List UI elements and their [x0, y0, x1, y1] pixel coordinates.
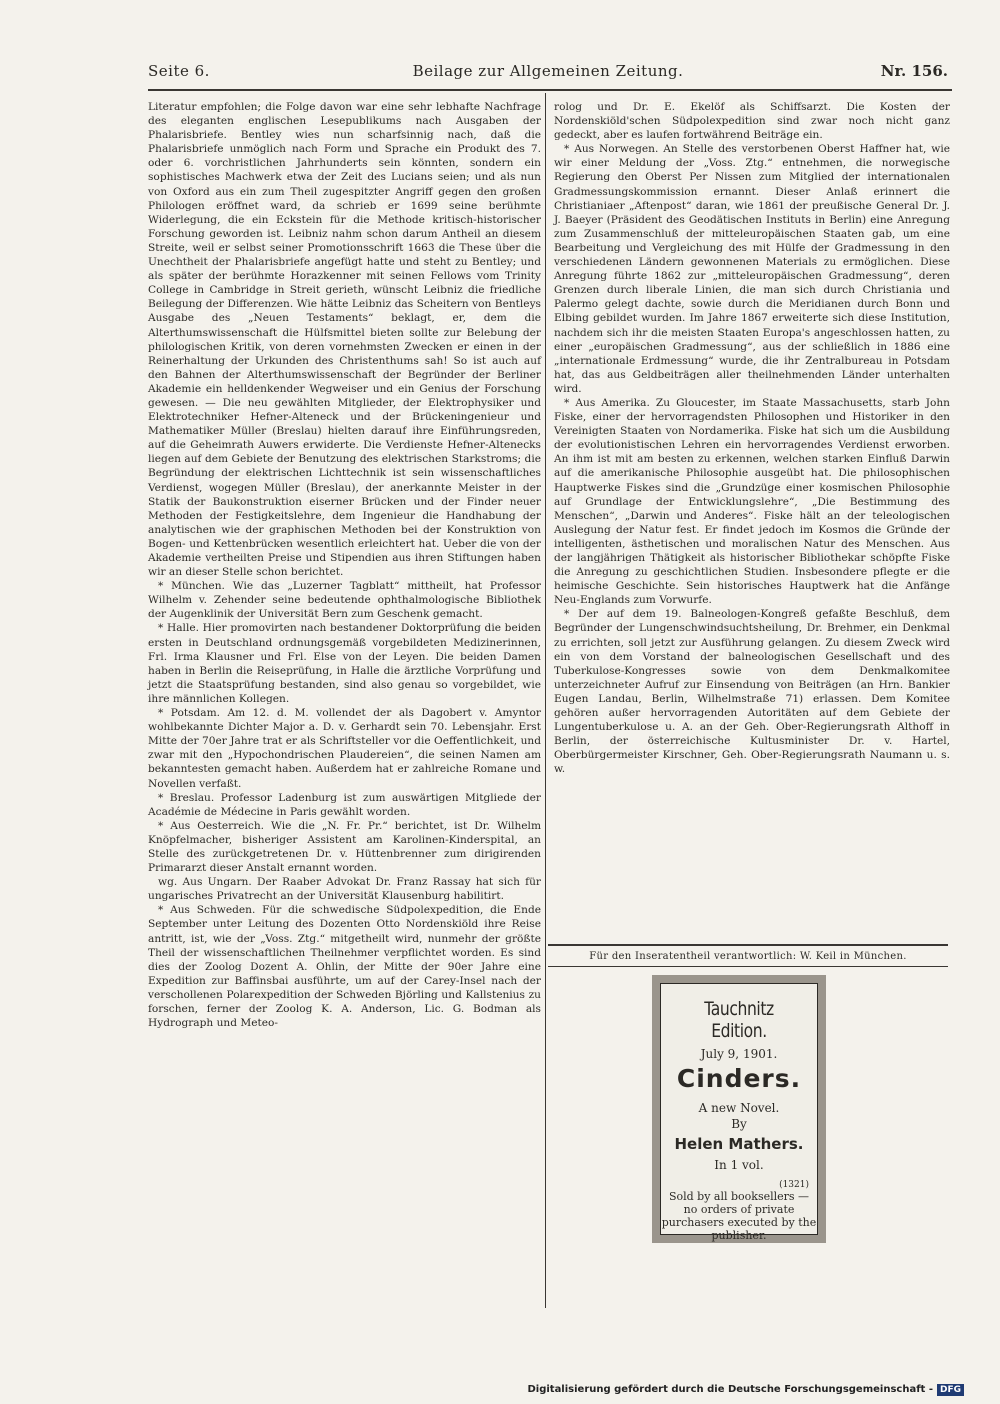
ad-book-title: Cinders. [676, 1064, 802, 1093]
imprint-rule-top [548, 944, 948, 946]
ad-author: Helen Mathers. [674, 1135, 804, 1153]
ad-note: Sold by all booksellers — no orders of private purchasers executed by the publisher. [661, 1190, 817, 1242]
article-oesterreich: * Aus Oesterreich. Wie die „N. Fr. Pr.“ berichtet, ist Dr. Wilhelm Knöpfelmacher, bisheriger Assistent am Karolinen-Kinderspital, an Stelle des zurückgetretenen Dr. v. Hüttenbrenner zum dirigirenden Primararzt dieser Anstalt ernannt worden. [148, 819, 541, 875]
column-divider [545, 93, 546, 1308]
digitization-credit [527, 1384, 964, 1396]
article-norwegen: * Aus Norwegen. An Stelle des verstorbenen Oberst Haffner hat, wie wir einer Meldung der „Voss. Ztg.“ entnehmen, die norwegische Regierung den Oberst Per Nissen zum Mitglied der internationalen Gradmessungskommission ernannt. Dieser Anlaß erinnert die Christianiaer „Aftenpost“ daran, wie 1861 der preußische General Dr. J. J. Baeyer (Präsident des Geodätischen Instituts in Berlin) eine Anregung zum Zusammenschluß der mitteleuropäischen Staaten gab, um eine Bearbeitung und Vergleichung des mit Hülfe der Gradmessung in den verschiedenen Ländern gewonnenen Materials zu ermöglichen. Diese Anregung führte 1862 zur „mitteleuropäischen Gradmessung“, deren Grenzen durch liberale Linien, die man sich durch Christiania und Palermo gelegt dachte, sowie durch die Meridianen durch Bonn und Elbing gebildet wurden. Im Jahre 1867 erweiterte sich diese Institution, nachdem sich ihr die meisten Staaten Europa's angeschlossen hatten, zu einer „europäischen Gradmessung“, aus der schließlich in 1886 eine „internationale Erdmessung“ wurde, die ihr Zentralbureau in Potsdam hat, das aus Geldbeiträgen aller theilnehmenden Länder unterhalten wird. [554, 143, 950, 395]
credit-text: Digitalisierung gefördert durch die Deutsche Forschungsgemeinschaft - [527, 1384, 933, 1395]
article-akademie: Literatur empfohlen; die Folge davon war eine sehr lebhafte Nachfrage des eleganten englischen Lesepublikums nach Ausgaben der Phalarisbriefe. Bentley wies nun scharfsinnig nach, daß die Phalarisbriefe unmöglich nach Form und Sprache ein Produkt des 7. oder 6. vorchristlichen Jahrhunderts sein könnten, sondern ein sophistisches Machwerk etwa der Zeit des Lucians seien; und als nun von Oxford aus ein zum Theil zugespitzter Angriff gegen den großen Philologen eröffnet ward, da schrieb er 1699 seine berühmte Widerlegung, die ein Eckstein für die Methode kritisch-historischer Forschung geworden ist. Leibniz nahm schon darum Antheil an diesem Streite, weil er selbst seiner Promotionsschrift 1663 die These über die Unechtheit der Phalarisbriefe angefügt hatte und steht zu Bentley; und als später der berühmte Horazkenner mit seinen Fellows vom Trinity College in Cambridge in Streit gerieth, wünscht Leibniz die friedliche Beilegung der Differenzen. Wie hätte Leibniz das Scheitern von Bentleys Ausgabe des „Neuen Testaments“ beklagt, er, dem die Alterthumswissenschaft die Hülfsmittel bieten sollte zur Belebung der philologischen Kritik, von deren vornehmsten Zwecken er einen in der Reinerhaltung der Urkunden des Christenthums sah! So ist auch auf den Bahnen der Alterthumswissenschaft der Begründer der Berliner Akademie ein helldenkender Wegweiser und ein Genius der Forschung gewesen. — Die neu gewählten Mitglieder, der Elektrophysiker und Elektrotechniker Hefner-Alteneck und der Brückeningenieur und Mathematiker Müller (Breslau) hielten darauf ihre Einführungsreden, auf die Geheimrath Auwers erwiderte. Die Verdienste Hefner-Altenecks liegen auf dem Gebiete der Benutzung des elektrischen Starkstroms; die Begründung der elektrischen Lichttechnik ist sein wissenschaftliches Verdienst, wogegen Müller (Breslau), der anerkannte Meister in der Statik der Baukonstruktion eiserner Brücken und der Finder neuer Methoden der Festigkeitslehre, dem Ingenieur die Handhabung der analytischen wie der graphischen Methoden bei der Konstruktion von Bogen- und Kettenbrücken wesentlich erleichtert hat. Ueber die von der Akademie vertheilten Preise und Stipendien aus ihren Stiftungen haben wir an dieser Stelle schon berichtet. [148, 101, 541, 579]
dfg-logo: DFG [937, 1384, 964, 1396]
page-number: Seite 6. [148, 62, 210, 80]
article-muenchen: * München. Wie das „Luzerner Tagblatt“ mittheilt, hat Professor Wilhelm v. Zehender seine bedeutende ophthalmologische Bibliothek der Augenklinik der Universität Bern zum Geschenk gemacht. [148, 580, 541, 621]
article-potsdam: * Potsdam. Am 12. d. M. vollendet der als Dagobert v. Amyntor wohlbekannte Dichter Major a. D. v. Gerhardt sein 70. Lebensjahr. Erst Mitte der 70er Jahre trat er als Schriftsteller vor die Oeffentlichkeit, und zwar mit den „Hypochondrischen Plaudereien“, die seinen Namen am bekanntesten gemacht haben. Außerdem hat er zahlreiche Romane und Novellen verfaßt. [148, 707, 541, 790]
tauchnitz-advertisement [652, 975, 826, 1243]
article-amerika: * Aus Amerika. Zu Gloucester, im Staate Massachusetts, starb John Fiske, einer der hervorragendsten Philosophen und Historiker in den Vereinigten Staaten von Nordamerika. Fiske hat sich um die Ausbildung der evolutionistischen Lehren ein hervorragendes Verdienst erworben. An ihm ist mit am besten zu erkennen, welchen starken Einfluß Darwin auf die amerikanische Philosophie ausgeübt hat. Die philosophischen Hauptwerke Fiskes sind die „Grundzüge einer kosmischen Philosophie auf Grundlage der Entwicklungslehre“, „Die Bestimmung des Menschen“, „Darwin und Anderes“. Fiske hält an der teleologischen Auslegung der Natur fest. Er findet jedoch im Kosmos die Gründe der intelligenten, ästhetischen und moralischen Natur des Menschen. Aus der langjährigen Thätigkeit als historischer Bibliothekar schöpfte Fiske die Anregung zu geschichtlichen Studien. Insbesondere pflegte er die heimische Geschichte. Sein historisches Hauptwerk hat die Anfänge Neu-Englands zum Vorwurfe. [554, 396, 950, 607]
imprint-line: Für den Inseratentheil verantwortlich: W. Keil in München. [589, 951, 907, 962]
left-column [148, 100, 541, 1300]
imprint-rule-bottom [548, 966, 948, 967]
ad-publisher: Tauchnitz Edition. [704, 998, 774, 1042]
article-breslau: * Breslau. Professor Ladenburg ist zum auswärtigen Mitgliede der Académie de Médecine in Paris gewählt worden. [148, 791, 541, 818]
article-schweden-cont: rolog und Dr. E. Ekelöf als Schiffsarzt. Die Kosten der Nordenskiöld'schen Südpolexpedition sind zwar noch nicht ganz gedeckt, aber es laufen fortwährend Beiträge ein. [554, 101, 950, 142]
header-rule [148, 89, 952, 91]
ad-number: (1321) [779, 1180, 809, 1190]
ad-volumes: In 1 vol. [714, 1158, 764, 1172]
newspaper-title: Beilage zur Allgemeinen Zeitung. [412, 62, 684, 80]
article-schweden: * Aus Schweden. Für die schwedische Südpolexpedition, die Ende September unter Leitung des Dozenten Otto Nordenskiöld ihre Reise antritt, ist, wie der „Voss. Ztg.“ mitgetheilt wird, nunmehr der größte Theil der wissenschaftlichen Theilnehmer verpflichtet worden. Es sind dies der Zoolog Dozent A. Ohlin, der Mitte der 90er Jahre eine Expedition zur Baffinsbai ausführte, um auf der Carey-Insel nach der verschollenen Polarexpedition der Schweden Björling und Kallstenius zu forschen, ferner der Zoolog K. A. Anderson, Lic. G. Bodman als Hydrograph und Meteo- [148, 904, 541, 1030]
article-brehmer: * Der auf dem 19. Balneologen-Kongreß gefaßte Beschluß, dem Begründer der Lungenschwindsuchtsheilung, Dr. Brehmer, ein Denkmal zu errichten, soll jetzt zur Ausführung gelangen. Zu diesem Zweck wird ein von dem Vorstand der balneologischen Gesellschaft und des Tuberkulose-Kongresses sowie von dem Denkmalkomitee unterzeichneter Aufruf zur Einsendung von Beiträgen (an Hrn. Bankier Eugen Landau, Berlin, Wilhelmstraße 71) erlassen. Dem Komitee gehören außer hervorragenden Autoritäten auf dem Gebiete der Lungentuberkulose u. A. an der Geh. Ober-Regierungsrath Althoff in Berlin, der österreichische Kultusminister Dr. v. Hartel, Oberbürgermeister Kirschner, Geh. Ober-Regierungsrath Naumann u. s. w. [554, 608, 950, 776]
ad-date: July 9, 1901. [700, 1047, 778, 1061]
page-header [148, 60, 948, 86]
right-column [554, 100, 950, 940]
article-halle: * Halle. Hier promovirten nach bestandener Doktorprüfung die beiden ersten in Deutschland ordnungsgemäß vorgebildeten Medizinerinnen, Frl. Irma Klausner und Frl. Else von der Leyen. Die beiden Damen haben in Berlin die Reiseprüfung, in Halle die ärztliche Vorprüfung und jetzt die Staatsprüfung bestanden, sind also genau so vorgebildet, wie ihre männlichen Kollegen. [148, 622, 541, 705]
advertisement-frame [660, 983, 818, 1242]
issue-number: Nr. 156. [880, 62, 948, 80]
ad-subtitle: A new Novel. [698, 1101, 780, 1115]
article-ungarn: wg. Aus Ungarn. Der Raaber Advokat Dr. Franz Rassay hat sich für ungarisches Privatrecht an der Universität Klausenburg habilitirt. [148, 876, 541, 903]
ad-by: By [731, 1117, 747, 1131]
